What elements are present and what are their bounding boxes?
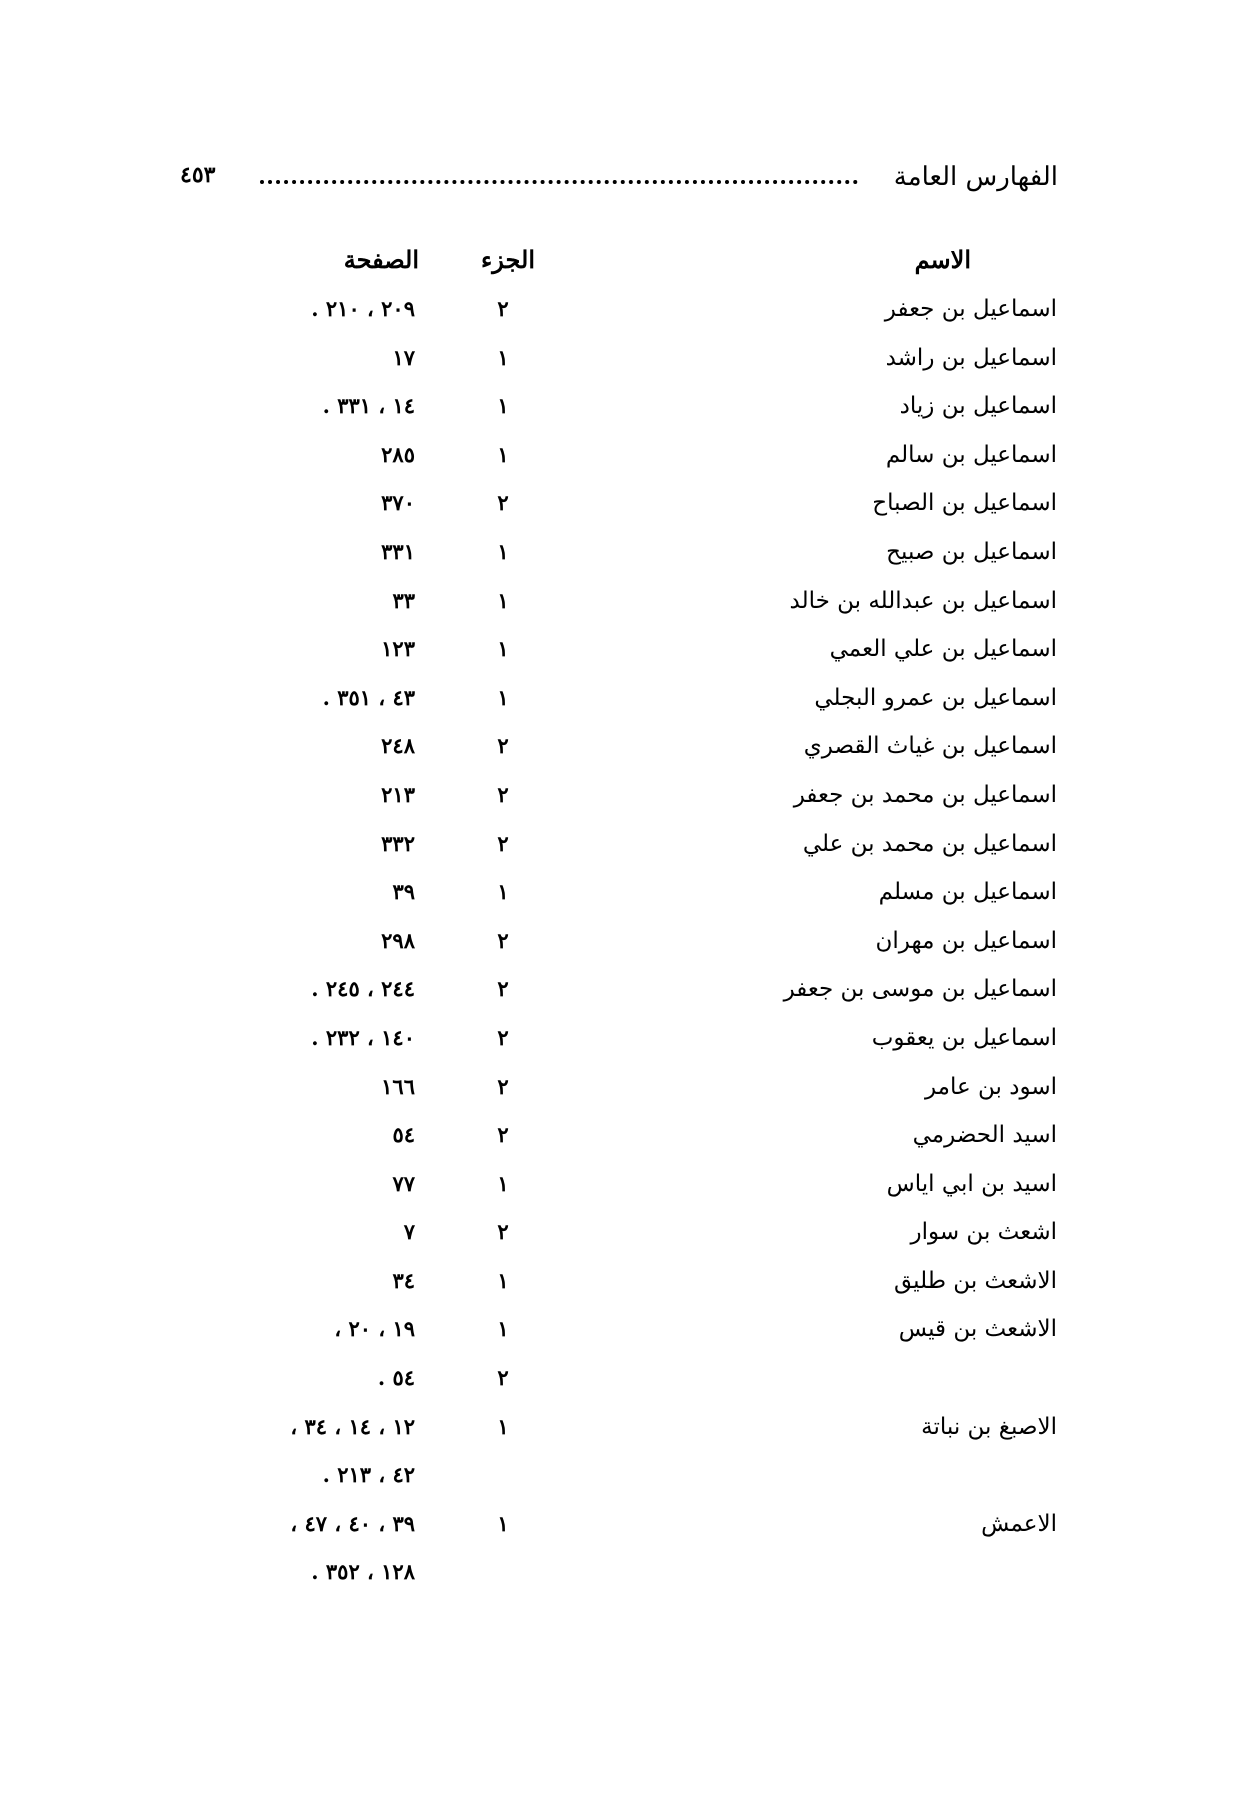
entry-volume: ٢ [497,733,509,759]
entry-pages: ١٢٣ [381,636,415,662]
entry-volume: ١ [497,538,509,564]
index-row [0,582,1249,631]
entry-volume: ٢ [497,296,509,321]
entry-name: اسماعيل بن سالم [885,441,1057,468]
index-row [0,776,1249,825]
index-row [0,387,1249,436]
entry-pages: ١٤٠ ، ٢٣٢ . [311,1024,415,1050]
entry-pages: ٥٤ . [377,1365,415,1391]
index-row [0,970,1249,1019]
entry-volume: ١ [497,684,509,710]
index-row [0,1068,1249,1117]
entry-pages: ٤٣ ، ٣٥١ . [322,684,415,710]
entry-pages: ٣٣٢ [381,830,415,856]
entry-name: اسيد بن ابي اياس [886,1170,1057,1197]
index-row [0,290,1249,339]
entry-name: الاعمش [981,1510,1057,1537]
entry-volume: ٢ [497,927,509,953]
entry-volume: ١ [497,636,509,662]
entry-name: الاشعث بن قيس [898,1316,1057,1343]
entry-name: الاشعث بن طليق [893,1267,1057,1294]
entry-pages: ٢٠٩ ، ٢١٠ . [311,296,415,321]
entry-name: اسماعيل بن عبدالله بن خالد [789,587,1057,614]
entry-pages: ١٢ ، ١٤ ، ٣٤ ، [290,1413,415,1439]
index-row [0,436,1249,485]
entry-pages: ٣٤ [392,1267,415,1293]
entry-name: اسماعيل بن جعفر [884,296,1057,322]
running-title: الفهارس العامة [893,162,1058,192]
index-row [0,1408,1249,1457]
index-row [0,630,1249,679]
entry-pages: ٤٢ ، ٢١٣ . [322,1462,415,1488]
index-row [0,825,1249,874]
column-header-page: الصفحة [343,245,419,274]
entry-volume: ٢ [497,830,509,856]
index-row [0,1213,1249,1262]
entry-pages: ١٢٨ ، ٣٥٢ . [311,1559,415,1585]
index-row [0,1553,1249,1602]
running-header [180,162,1058,202]
entry-volume: ٢ [497,490,509,516]
entry-pages: ٣٣ [392,587,415,613]
entry-name: اسماعيل بن صبيح [886,538,1057,565]
entry-name: اشعث بن سوار [910,1219,1057,1246]
entry-volume: ٢ [497,976,509,1002]
entry-pages: ٣٩ ، ٤٠ ، ٤٧ ، [290,1510,415,1536]
entry-volume: ٢ [497,1122,509,1148]
entry-pages: ٣٩ [392,879,415,905]
index-table [0,290,1249,1602]
entry-volume: ١ [497,344,509,370]
entry-pages: ٣٣١ [381,538,415,564]
index-row [0,1019,1249,1068]
index-row [0,873,1249,922]
entry-name: اسماعيل بن غياث القصري [803,733,1057,760]
entry-pages: ٢٤٤ ، ٢٤٥ . [311,976,415,1002]
entry-volume: ١ [497,1413,509,1439]
entry-name: اسماعيل بن الصباح [872,490,1057,517]
index-row [0,1310,1249,1359]
column-header-volume: الجزء [481,245,535,274]
index-row [0,1456,1249,1505]
entry-volume: ٢ [497,1219,509,1245]
entry-name: الاصبغ بن نباتة [921,1413,1057,1440]
column-header-name: الاسم [914,245,971,274]
entry-volume: ٢ [497,1365,509,1391]
entry-volume: ١ [497,1316,509,1342]
entry-volume: ١ [497,441,509,467]
index-row [0,1116,1249,1165]
entry-name: اسماعيل بن عمرو البجلي [814,684,1057,711]
index-row [0,533,1249,582]
entry-pages: ٢١٣ [381,781,415,807]
entry-pages: ٢٤٨ [381,733,415,759]
entry-pages: ٢٩٨ [381,927,415,953]
entry-volume: ١ [497,1267,509,1293]
leader-dots [260,180,858,184]
index-row [0,727,1249,776]
entry-pages: ٧ [403,1219,415,1245]
entry-volume: ٢ [497,781,509,807]
entry-volume: ١ [497,1170,509,1196]
entry-pages: ١٤ ، ٣٣١ . [322,393,415,419]
index-row [0,1165,1249,1214]
entry-pages: ١٦٦ [381,1073,415,1099]
entry-name: اسود بن عامر [924,1073,1057,1100]
entry-pages: ٣٧٠ [381,490,415,516]
entry-name: اسماعيل بن مسلم [878,879,1057,906]
entry-name: اسماعيل بن راشد [885,344,1057,371]
entry-pages: ١٩ ، ٢٠ ، [334,1316,415,1342]
entry-name: اسماعيل بن موسى بن جعفر [783,976,1057,1003]
index-row [0,1359,1249,1408]
entry-name: اسماعيل بن يعقوب [871,1024,1057,1051]
page-number: ٤٥٣ [180,162,216,188]
entry-name: اسماعيل بن زياد [899,393,1057,420]
entry-name: اسماعيل بن مهران [875,927,1057,954]
entry-name: اسماعيل بن محمد بن علي [802,830,1057,857]
entry-volume: ١ [497,1510,509,1536]
entry-pages: ٥٤ [392,1122,415,1148]
entry-pages: ١٧ [392,344,415,370]
entry-pages: ٢٨٥ [381,441,415,467]
entry-pages: ٧٧ [392,1170,415,1196]
index-row [0,484,1249,533]
index-row [0,339,1249,388]
entry-volume: ١ [497,587,509,613]
entry-name: اسماعيل بن علي العمي [829,636,1057,663]
entry-name: اسماعيل بن محمد بن جعفر [793,781,1057,808]
entry-volume: ٢ [497,1024,509,1050]
index-row [0,922,1249,971]
entry-name: اسيد الحضرمي [912,1122,1057,1149]
entry-volume: ٢ [497,1073,509,1099]
index-row [0,1505,1249,1554]
index-row [0,679,1249,728]
index-row [0,1262,1249,1311]
entry-volume: ١ [497,879,509,905]
entry-volume: ١ [497,393,509,419]
